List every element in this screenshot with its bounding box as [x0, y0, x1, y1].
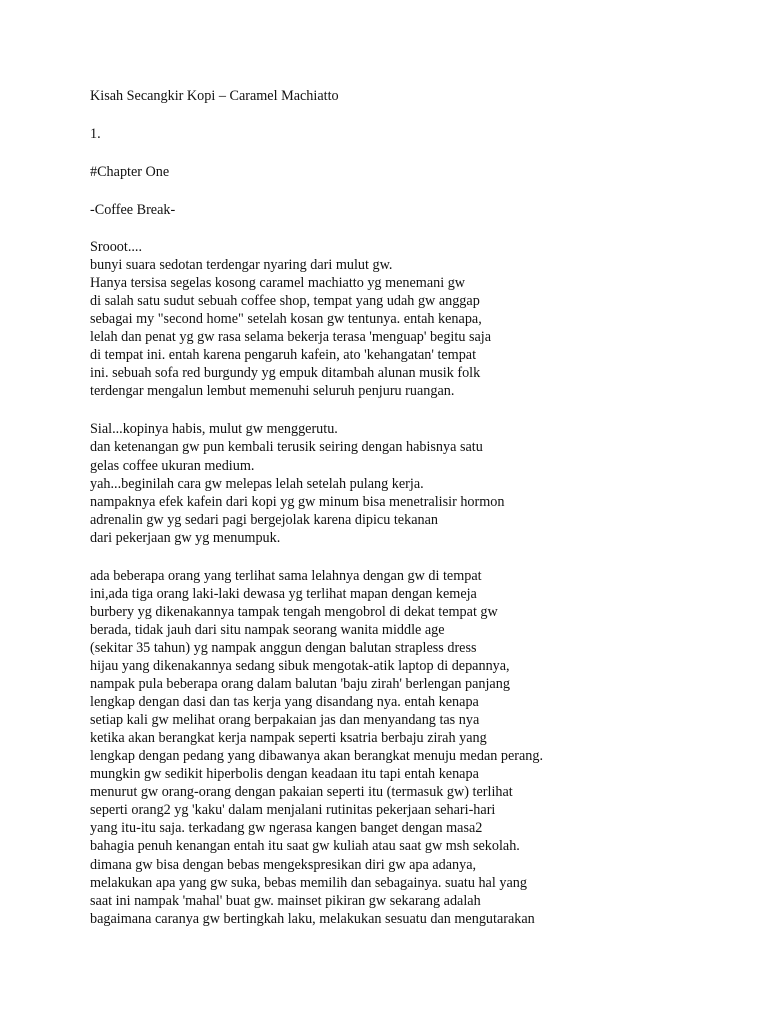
text-line: mungkin gw sedikit hiperbolis dengan keadaan itu tapi entah kenapa — [90, 766, 479, 783]
chapter-heading: #Chapter One — [90, 164, 170, 180]
text-line: dan ketenangan gw pun kembali terusik seiring dengan habisnya satu — [90, 439, 483, 456]
text-line: setiap kali gw melihat orang berpakaian jas dan menyandang tas nya — [90, 712, 480, 729]
text-line: melakukan apa yang gw suka, bebas memilih dan sebagainya. suatu hal yang — [90, 874, 527, 891]
text-line: gelas coffee ukuran medium. — [90, 457, 255, 474]
text-line: adrenalin gw yg sedari pagi bergejolak karena dipicu tekanan — [90, 511, 438, 528]
part-number: 1. — [90, 126, 101, 142]
text-line: Hanya tersisa segelas kosong caramel machiatto yg menemani gw — [90, 275, 466, 292]
text-line: dimana gw bisa dengan bebas mengekspresikan diri gw apa adanya, — [90, 856, 477, 873]
paragraph-3 — [90, 567, 750, 928]
text-line: saat ini nampak 'mahal' buat gw. mainset pikiran gw sekarang adalah — [90, 892, 481, 909]
text-line: ada beberapa orang yang terlihat sama lelahnya dengan gw di tempat — [90, 567, 482, 584]
text-line: lengkap dengan pedang yang dibawanya akan berangkat menuju medan perang. — [90, 748, 544, 765]
text-line: ini,ada tiga orang laki-laki dewasa yg terlihat mapan dengan kemeja — [90, 585, 477, 602]
text-line: lengkap dengan dasi dan tas kerja yang disandang nya. entah kenapa — [90, 694, 479, 711]
text-line: ketika akan berangkat kerja nampak seperti ksatria berbaju zirah yang — [90, 730, 487, 747]
text-line: yah...beginilah cara gw melepas lelah setelah pulang kerja. — [90, 475, 424, 492]
text-line: menurut gw orang-orang dengan pakaian seperti itu (termasuk gw) terlihat — [90, 784, 513, 801]
document-body — [90, 86, 750, 948]
section-heading: -Coffee Break- — [90, 202, 176, 218]
text-line: di salah satu sudut sebuah coffee shop, tempat yang udah gw anggap — [90, 293, 480, 310]
text-line: bagaimana caranya gw bertingkah laku, melakukan sesuatu dan mengutarakan — [90, 910, 535, 927]
paragraph-2 — [90, 420, 750, 546]
paragraph-1 — [90, 238, 750, 400]
text-line: nampaknya efek kafein dari kopi yg gw minum bisa menetralisir hormon — [90, 493, 505, 510]
text-line: yang itu-itu saja. terkadang gw ngerasa kangen banget dengan masa2 — [90, 820, 483, 837]
text-line: hijau yang dikenakannya sedang sibuk mengotak-atik laptop di depannya, — [90, 657, 510, 674]
document-title: Kisah Secangkir Kopi – Caramel Machiatto — [90, 88, 339, 104]
text-line: (sekitar 35 tahun) yg nampak anggun dengan balutan strapless dress — [90, 639, 477, 656]
text-line: burbery yg dikenakannya tampak tengah mengobrol di dekat tempat gw — [90, 603, 498, 620]
text-line: terdengar mengalun lembut memenuhi seluruh penjuru ruangan. — [90, 383, 455, 400]
text-line: nampak pula beberapa orang dalam balutan 'baju zirah' berlengan panjang — [90, 676, 510, 693]
text-line: sebagai my "second home" setelah kosan gw tentunya. entah kenapa, — [90, 311, 482, 328]
text-line: Srooot.... — [90, 239, 143, 255]
text-line: berada, tidak jauh dari situ nampak seorang wanita middle age — [90, 621, 445, 638]
text-line: lelah dan penat yg gw rasa selama bekerja terasa 'menguap' begitu saja — [90, 329, 492, 346]
text-line: bahagia penuh kenangan entah itu saat gw kuliah atau saat gw msh sekolah. — [90, 838, 520, 855]
text-line: bunyi suara sedotan terdengar nyaring dari mulut gw. — [90, 257, 393, 274]
text-line: seperti orang2 yg 'kaku' dalam menjalani rutinitas pekerjaan sehari-hari — [90, 802, 496, 819]
text-line: ini. sebuah sofa red burgundy yg empuk ditambah alunan musik folk — [90, 365, 481, 382]
text-line: di tempat ini. entah karena pengaruh kafein, ato 'kehangatan' tempat — [90, 347, 477, 364]
text-line: dari pekerjaan gw yg menumpuk. — [90, 529, 281, 546]
text-line: Sial...kopinya habis, mulut gw menggerutu. — [90, 421, 338, 438]
